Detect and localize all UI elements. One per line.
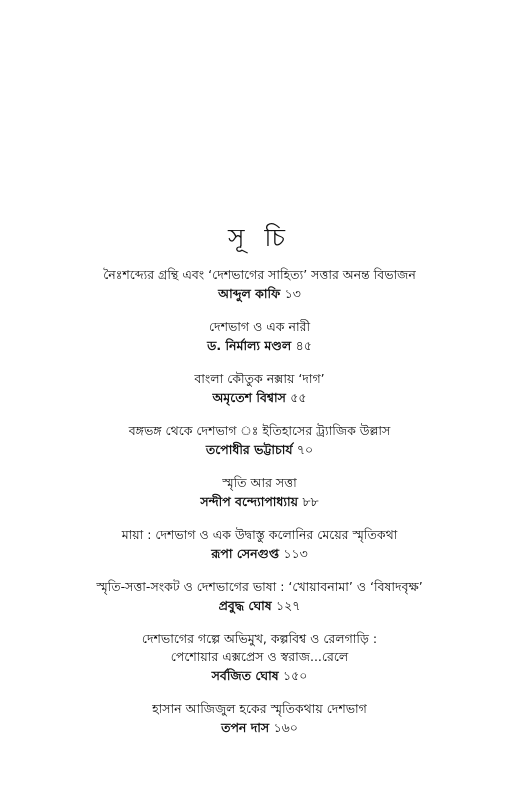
entry-author-line: [0, 666, 519, 685]
entry-page: ১৫০: [283, 668, 308, 683]
entry-author-line: [0, 544, 519, 563]
entry-title: বঙ্গভঙ্গ থেকে দেশভাগ ঃ ইতিহাসের ট্র্যাজিক উল্লাস: [128, 423, 391, 438]
entry-title: স্মৃতি আর সত্তা: [222, 475, 297, 490]
entry-author-line: [0, 284, 519, 303]
entry-author: সন্দীপ বন্দ্যোপাধ্যায়: [200, 494, 299, 509]
entry-title: দেশভাগ ও এক নারী: [208, 319, 311, 334]
toc-list: [0, 266, 519, 752]
entry-author-line: [0, 718, 519, 737]
toc-entry: [0, 474, 519, 511]
toc-entry: [0, 370, 519, 407]
entry-author: তপন দাস: [221, 720, 270, 735]
entry-title: দেশভাগের গল্পে অভিমুখ, কল্পবিশ্ব ও রেলগাড়ি :: [141, 631, 378, 646]
entry-page: ৭০: [296, 442, 314, 457]
toc-entry: [0, 266, 519, 303]
entry-author: সর্বজিত ঘোষ: [211, 668, 279, 683]
toc-entry: [0, 318, 519, 355]
entry-page: ১১৩: [283, 546, 308, 561]
entry-title-continued: পেশোয়ার এক্সপ্রেস ও স্বরাজ...রেলে: [170, 649, 349, 664]
toc-entry: [0, 422, 519, 459]
toc-entry: [0, 700, 519, 737]
entry-author-line: [0, 388, 519, 407]
entry-title: মায়া : দেশভাগ ও এক উদ্বাস্তু কলোনির মেয়ের স্মৃতিকথা: [121, 527, 398, 542]
entry-page: ৪৫: [295, 338, 312, 353]
entry-author: তপোধীর ভট্টাচার্য: [205, 442, 293, 457]
entry-author: আব্দুল কাফি: [218, 286, 281, 301]
page-title: সূ চি: [227, 223, 292, 252]
entry-page: ১২৭: [276, 598, 301, 613]
entry-page: ১৩: [284, 286, 301, 301]
entry-page: ৫৫: [290, 390, 307, 405]
entry-author-line: [0, 492, 519, 511]
entry-author: অমৃতেশ বিশ্বাস: [212, 390, 286, 405]
entry-author: প্রবুদ্ধ ঘোষ: [218, 598, 272, 613]
entry-title: বাংলা কৌতুক নক্সায় ‘দাগ’: [194, 371, 325, 386]
entry-title: হাসান আজিজুল হকের স্মৃতিকথায় দেশভাগ: [152, 701, 367, 716]
entry-author: রূপা সেনগুপ্ত: [211, 546, 279, 561]
toc-entry: [0, 578, 519, 615]
entry-page: ৮৮: [302, 494, 319, 509]
entry-author-line: [0, 596, 519, 615]
entry-title: স্মৃতি-সত্তা-সংকট ও দেশভাগের ভাষা : ‘খোয়াবনামা’ ও ‘বিষাদবৃক্ষ’: [96, 579, 423, 594]
entry-title: নৈঃশব্দ্যের গ্রন্থি এবং ‘দেশভাগের সাহিত্য’ সত্তার অনন্ত বিভাজন: [103, 267, 416, 282]
entry-author-line: [0, 336, 519, 355]
entry-page: ১৬০: [273, 720, 298, 735]
entry-author: ড. নির্মাল্য মণ্ডল: [207, 338, 292, 353]
toc-entry: [0, 630, 519, 685]
toc-entry: [0, 526, 519, 563]
entry-author-line: [0, 440, 519, 459]
